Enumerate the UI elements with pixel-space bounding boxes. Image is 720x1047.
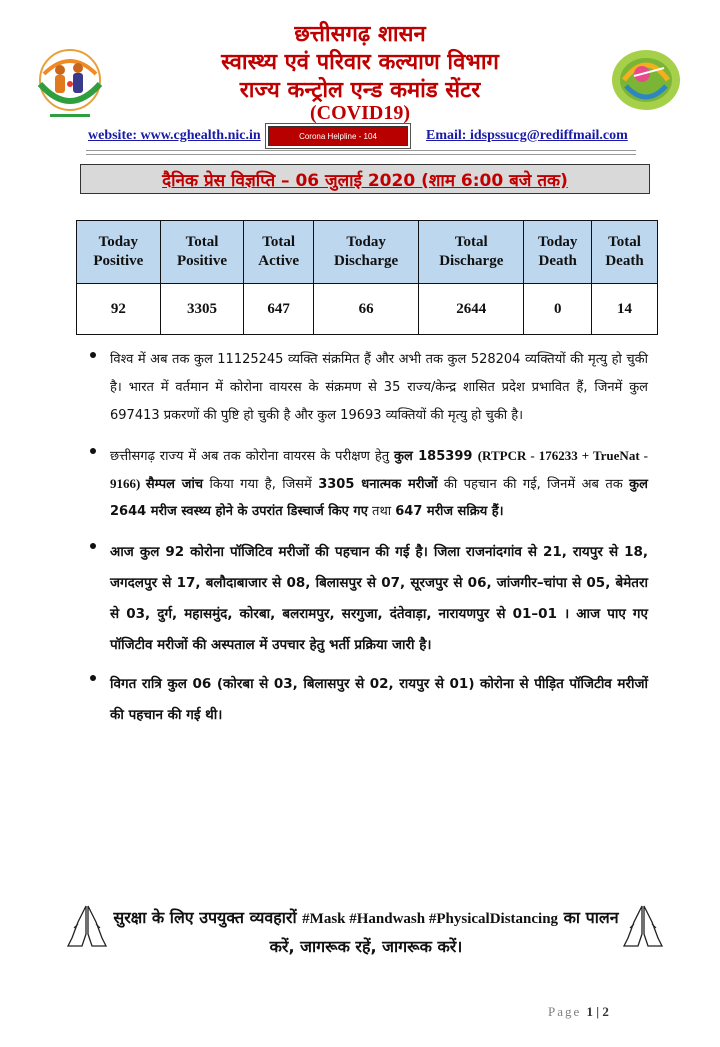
- header-total-active: Total Active: [244, 221, 314, 284]
- list-item: छत्तीसगढ़ राज्य में अब तक कोरोना वायरस के परीक्षण हेतु कुल 185399 (RTPCR - 176233 + TrueNat - 9166) सैम्पल जांच किया गया है, जिसमें 3305 धनात्मक मरीजों की पहचान की गई, जिनमें अब तक कुल 2644 मरीज स्वस्थ्य होने के उपरांत डिस्चार्ज किए गए तथा 647 मरीज सक्रिय हैं।: [86, 442, 648, 525]
- page-number: Page 1 | 2: [548, 1004, 609, 1019]
- website-link[interactable]: website: www.cghealth.nic.in: [88, 128, 261, 143]
- control-center-logo: [604, 46, 688, 114]
- header-total-death: Total Death: [592, 221, 658, 284]
- press-release-title-box: [80, 164, 650, 194]
- header-divider: [86, 150, 636, 151]
- stats-value-row: [77, 284, 658, 335]
- value-today-positive: 92: [77, 284, 161, 335]
- bullet-icon: [90, 543, 96, 549]
- header-total-discharge: Total Discharge: [419, 221, 524, 284]
- list-item: आज कुल 92 कोरोना पॉजिटिव मरीजों की पहचान की गई है। जिला राजनांदगांव से 21, रायपुर से 18, जगदलपुर से 17, बलौदाबाजार से 08, बिलासपुर से 07, सूरजपुर से 06, जांजगीर–चांपा से 05, बेमेतरा से 03, दुर्ग, महासमुंद, कोरबा, बलरामपुर, सरगुजा, दंतेवाड़ा, नारायणपुर से 01–01 । आज पाए गए पॉजिटीव मरीजों की अस्पताल में उपचार हेतु भर्ती प्रक्रिया जारी है।: [86, 537, 648, 661]
- header-today-positive: Today Positive: [77, 221, 161, 284]
- stats-header-row: [77, 221, 658, 284]
- value-total-death: 14: [592, 284, 658, 335]
- value-total-discharge: 2644: [419, 284, 524, 335]
- list-item: विश्व में अब तक कुल 11125245 व्यक्ति संक्रमित हैं और अभी तक कुल 528204 व्यक्तियों की मृत्यु हो चुकी है। भारत में वर्तमान में कोरोना वायरस के संक्रमण से 35 राज्य/केन्द्र शासित प्रदेश प्रभावित हैं, जिनमें कुल 697413 प्रकरणों की पुष्टि हो चुकी है और कुल 19693 व्यक्तियों की मृत्यु हो चुकी है।: [86, 346, 648, 430]
- folded-hands-icon: [622, 904, 664, 948]
- footer-slogan: सुरक्षा के लिए उपयुक्त व्यवहारों #Mask #Handwash #PhysicalDistancing का पालन करें, जागरूक रहें, जागरूक करें।: [113, 908, 619, 956]
- bullet-icon: [90, 675, 96, 681]
- header-govt: छत्तीसगढ़ शासन: [294, 21, 426, 47]
- header-covid: (COVID19): [310, 102, 410, 124]
- list-item: विगत रात्रि कुल 06 (कोरबा से 03, बिलासपुर से 02, रायपुर से 01) कोरोना से पीड़ित पॉजिटीव मरीजों की पहचान की गई थी।: [86, 669, 648, 731]
- header-department: स्वास्थ्य एवं परिवार कल्याण विभाग: [221, 49, 499, 75]
- contact-row: [0, 126, 720, 146]
- value-total-active: 647: [244, 284, 314, 335]
- press-release-title: दैनिक प्रेस विज्ञप्ति – 06 जुलाई 2020 (शाम 6:00 बजे तक): [162, 170, 568, 191]
- value-today-death: 0: [524, 284, 592, 335]
- bullet-icon: [90, 352, 96, 358]
- cg-health-mission-logo: [26, 44, 114, 122]
- folded-hands-icon: [66, 904, 108, 948]
- header-today-discharge: Today Discharge: [314, 221, 419, 284]
- email-link[interactable]: Email: idspssucg@rediffmail.com: [426, 128, 628, 143]
- bullet-list: [86, 346, 648, 731]
- stats-table: [76, 220, 658, 335]
- value-total-positive: 3305: [160, 284, 244, 335]
- header-total-positive: Total Positive: [160, 221, 244, 284]
- header-control-center: राज्य कन्ट्रोल एन्ड कमांड सेंटर: [239, 77, 481, 103]
- bullet-icon: [90, 448, 96, 454]
- header-today-death: Today Death: [524, 221, 592, 284]
- helpline-badge: Corona Helpline - 104: [268, 126, 408, 146]
- value-today-discharge: 66: [314, 284, 419, 335]
- header-divider: [86, 154, 636, 155]
